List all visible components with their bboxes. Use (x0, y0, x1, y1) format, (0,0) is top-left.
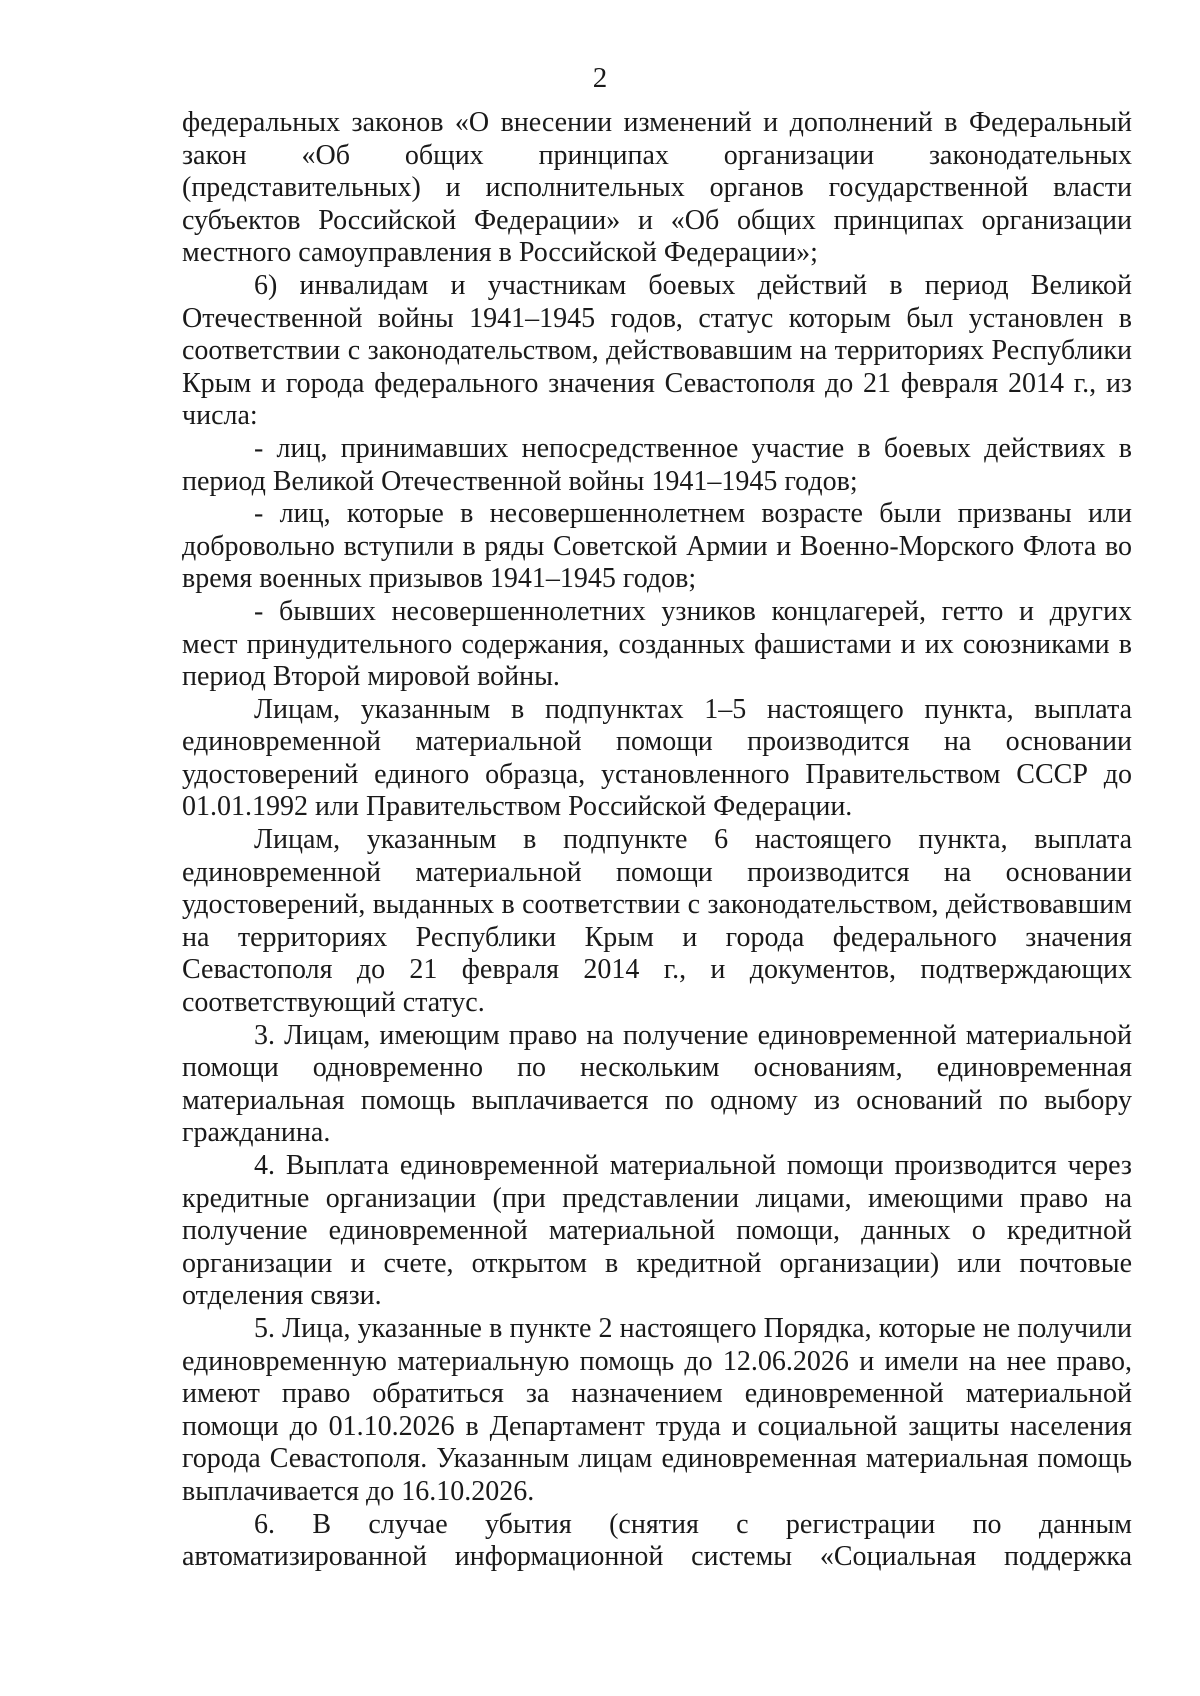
paragraph-payment-basis-1-5: Лицам, указанным в подпунктах 1–5 настоящего пункта, выплата единовременной материальной помощи производится на основании удостоверений единого образца, установленного Правительством СССР до 01.01.1992 или Правительством Российской Федерации. (182, 693, 1132, 823)
paragraph-dash-item-1: - лиц, принимавших непосредственное участие в боевых действиях в период Великой Отечественной войны 1941–1945 годов; (182, 432, 1132, 497)
paragraph-point-3: 3. Лицам, имеющим право на получение единовременной материальной помощи одновременно по нескольким основаниям, единовременная материальная помощь выплачивается по одному из оснований по выбору гражданина. (182, 1019, 1132, 1149)
paragraph-law-continuation: федеральных законов «О внесении изменений и дополнений в Федеральный закон «Об общих принципах организации законодательных (представительных) и исполнительных органов государственной власти субъектов Российской Федерации» и «Об общих принципах организации местного самоуправления в Российской Федерации»; (182, 107, 1132, 269)
paragraph-subitem-6: 6) инвалидам и участникам боевых действий в период Великой Отечественной войны 1941–1945 годов, статус которым был установлен в соответствии с законодательством, действовавшим на территориях Республики Крым и города федерального значения Севастополя до 21 февраля 2014 г., из числа: (182, 269, 1132, 432)
page-number: 2 (592, 62, 608, 94)
paragraph-point-4: 4. Выплата единовременной материальной помощи производится через кредитные организации (при представлении лицами, имеющими право на получение единовременной материальной помощи, данных о кредитной организации и счете, открытом в кредитной организации) или почтовые отделения связи. (182, 1150, 1132, 1312)
paragraph-payment-basis-6: Лицам, указанным в подпункте 6 настоящего пункта, выплата единовременной материальной помощи производится на основании удостоверений, выданных в соответствии с законодательством, действовавшим на территориях Республики Крым и города федерального значения Севастополя до 21 февраля 2014 г., и документов, подтверждающих соответствующий статус. (182, 824, 1132, 1019)
paragraph-dash-item-3: - бывших несовершеннолетних узников концлагерей, гетто и других мест принудительного содержания, созданных фашистами и их союзниками в период Второй мировой войны. (182, 595, 1132, 693)
document-body (182, 107, 1132, 1574)
paragraph-point-6: 6. В случае убытия (снятия с регистрации по данным автоматизированной информационной системы «Социальная поддержка (182, 1508, 1132, 1573)
paragraph-point-5: 5. Лица, указанные в пункте 2 настоящего Порядка, которые не получили единовременную материальную помощь до 12.06.2026 и имели на нее право, имеют право обратиться за назначением единовременной материальной помощи до 01.10.2026 в Департамент труда и социальной защиты населения города Севастополя. Указанным лицам единовременная материальная помощь выплачивается до 16.10.2026. (182, 1312, 1132, 1507)
paragraph-dash-item-2: - лиц, которые в несовершеннолетнем возрасте были призваны или добровольно вступили в ряды Советской Армии и Военно-Морского Флота во время военных призывов 1941–1945 годов; (182, 498, 1132, 595)
